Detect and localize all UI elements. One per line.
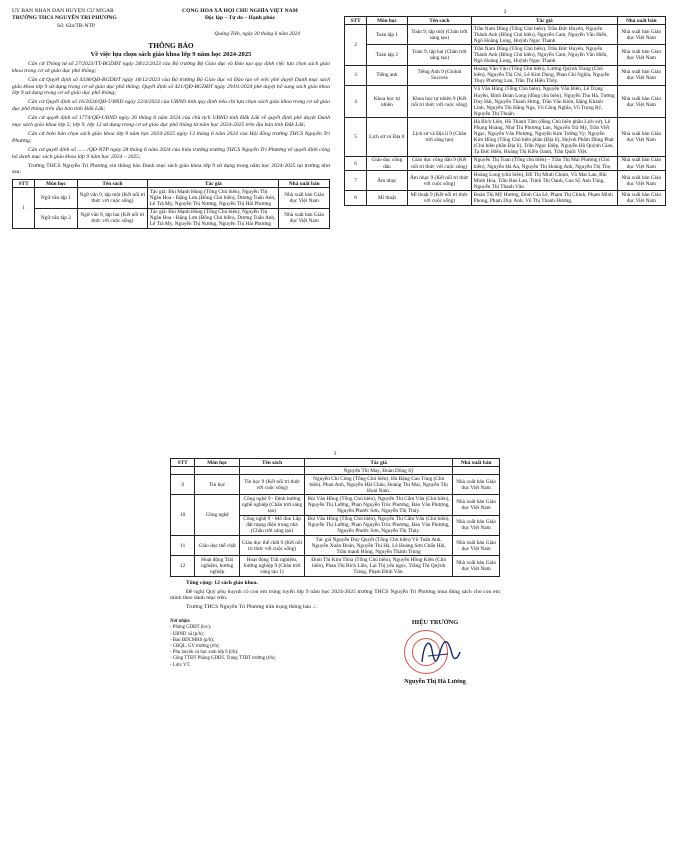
document-page-2: [344, 8, 666, 440]
legal-basis-paragraphs: [12, 61, 330, 161]
cell-stt: 3: [345, 65, 367, 85]
cell-publisher: Nhà xuất bản Giáo dục Việt Nam: [279, 208, 330, 228]
signature-mark: [414, 632, 464, 672]
cell-book: Ngữ văn 9, tập một (Kết nối tri thức với cuộc sống): [77, 188, 148, 208]
cell-publisher: Nhà xuất bản Giáo dục Việt Nam: [617, 65, 665, 85]
cell-publisher: Nhà xuất bản Giáo dục Việt Nam: [617, 191, 665, 205]
document-date: Quảng Tiến, ngày 30 tháng 6 năm 2024: [214, 30, 300, 37]
table-row: [345, 25, 666, 45]
cell-book: Lịch sử và Địa lí 9 (Chân trời sáng tạo): [407, 118, 472, 157]
cell-subject: Toán tập 1: [367, 25, 407, 45]
header-stt: STT: [13, 180, 35, 188]
cell-publisher: Nhà xuất bản Giáo dục Việt Nam: [453, 536, 500, 556]
cell-authors: Nguyễn Thị Toan (Tổng chủ biên) – Trần Thị Mai Phương (Chủ biên), Nguyễn Hà An, Nguyễn Thị Hoàng Anh, Nguyễn Thị Thọ: [472, 156, 617, 170]
table-row: [345, 191, 666, 205]
table-row: [171, 556, 500, 576]
recipient-item: - CBQL, GV trường (t/h);: [170, 644, 220, 650]
issuer-line2: TRƯỜNG THCS NGUYỄN TRI PHƯƠNG: [12, 14, 117, 21]
table-header-row: [13, 180, 330, 188]
document-footer: [170, 619, 500, 685]
document-header: [12, 8, 330, 30]
signature-block: [370, 619, 500, 685]
table-row: [171, 495, 500, 515]
cell-publisher: Nhà xuất bản Giáo dục Việt Nam: [617, 45, 665, 65]
table-row: [13, 188, 330, 208]
legal-basis-paragraph: Căn cứ biên bản chọn sách giáo khoa lớp 9 năm học 2024-2025 ngày 13 tháng 6 năm 2024 của Hội đồng trường THCS Nguyễn Tri Phương;: [12, 130, 330, 144]
cell-book: Âm nhạc 9 (Kết nối tri thức với cuộc sống): [407, 171, 472, 191]
official-seal: [400, 630, 470, 674]
cell-subject: Giáo dục công dân: [367, 156, 407, 170]
cell-subject: Công nghệ: [195, 495, 240, 536]
header-authors: Tác giả: [305, 459, 453, 467]
cell-book: Giáo dục thể chất 9 (Kết nối tri thức với cuộc sống): [240, 536, 305, 556]
closing-paragraph-1: Đề nghị Quý phụ huynh có con em trúng tuyển lớp 9 năm học 2024-2025 trường THCS Nguyễn Tri Phương mua đúng sách cho con em mình theo danh mục trên.: [170, 588, 500, 602]
cell-subject: Ngữ văn tập 1: [35, 188, 77, 208]
cell-stt: 12: [171, 556, 195, 576]
header-authors: Tác giả: [472, 17, 617, 25]
cell-authors: Bùi Văn Hồng (Tổng Chủ biên), Nguyễn Thị Cẩm Vân (Chủ biên), Nguyễn Thị Lưỡng, Phan Nguyễn Trúc Phương, Đào Văn Phượng, Nguyễn Phước Sơn, Nguyễn Thị Thủy.: [305, 515, 453, 535]
cell-subject: Mĩ thuật: [367, 191, 407, 205]
recipient-item: - Ban ĐDCMHS (p/h);: [170, 637, 215, 643]
book-table-page2: [344, 16, 666, 206]
cell-authors: Trần Nam Dũng (Tổng Chủ biên), Trần Đức Huyên, Nguyễn Thành Anh (Đồng Chủ biên), Nguyễn Cam, Nguyễn Văn Hiển, Ngô Hoàng Long, Huỳnh Ngọc Thanh: [472, 45, 617, 65]
cell-authors: Đinh Thị Kim Thoa (Tổng Chủ biên), Nguyễn Hồng Kiên (Chủ biên), Phan Thị Bích Liên, Lại Thị yến ngọc, Trắng Thị Quỳnh Trang, Phạm Đình Văn.: [305, 556, 453, 576]
cell-publisher: Nhà xuất bản Giáo dục Việt Nam: [453, 515, 500, 535]
table-row: [171, 475, 500, 495]
cell-subject: Toán tập 2: [367, 45, 407, 65]
recipient-item: - Phụ huynh và học sinh lớp 9 (t/h);: [170, 650, 239, 656]
cell-book: Toán 9, tập một (Chân trời sáng tạo): [407, 25, 472, 45]
recipients-block: [170, 619, 340, 685]
cell-book: Toán 9, tập hai (Chân trời sáng tạo): [407, 45, 472, 65]
header-subject: Môn học: [195, 459, 240, 467]
cell-stt: 2: [345, 25, 367, 66]
cell-publisher: Nhà xuất bản Giáo dục Việt Nam: [453, 556, 500, 576]
cell-subject: Tiếng anh: [367, 65, 407, 85]
cell-authors: Nguyễn Chí Công (Tổng Chủ biên), Hà Đặng Cao Tùng (Chủ biên), Phan Anh, Nguyễn Hải Châu, Hoàng Thị Mai, Nguyễn Thị Hoài Nam.: [305, 475, 453, 495]
cell-book: Ngữ văn 9, tập hai (Kết nối tri thức với cuộc sống): [77, 208, 148, 228]
national-title: CỘNG HÒA XÃ HỘI CHỦ NGHĨA VIỆT NAM: [182, 8, 298, 14]
book-table-page3: [170, 458, 500, 577]
cell-subject: Ngữ văn tập 2: [35, 208, 77, 228]
cell-stt: 4: [345, 85, 367, 117]
recipient-item: - Lưu: VT.: [170, 662, 191, 668]
intro-paragraph: Trường THCS Nguyễn Tri Phương xin thông báo Danh mục sách giáo khoa lớp 9 sử dụng trong năm học 2024-2025 tại trường như sau:: [12, 162, 330, 176]
closing-paragraph-2: Trường THCS Nguyễn Tri Phương trân trọng thông báo ./.: [186, 604, 317, 611]
document-title: THÔNG BÁO: [148, 40, 194, 50]
table-row: [345, 118, 666, 157]
header-subject: Môn học: [367, 17, 407, 25]
table-header-row: [345, 17, 666, 25]
table-row: [345, 65, 666, 85]
document-number: Số: 62a/TB-NTP: [56, 23, 96, 30]
table-row: [345, 171, 666, 191]
cell-subject: Tin học: [195, 475, 240, 495]
table-header-row: [171, 459, 500, 467]
cell-authors: Hà Bích Liên, Hồ Thanh Tâm (đồng Chủ biên phần Lịch sử), Lê Phụng Hoàng, Như Thị Phương Lan, Nguyễn Trà My, Trần Viết Ngạc, Nguyễn Văn Phượng, Nguyễn Kim Tường Vy; Nguyễn Kim Hồng (Tổng Chủ biên phần (Địa lí), Huỳnh Phẩm Dũng Phát (Chủ biên phần Địa lí), Trần Ngọc Điệp, Nguyễn Hà Quỳnh Giao, Tạ Đức Hiếu, Hoàng Thị Kiều Oanh, Trần Quốc Việt.: [472, 118, 617, 157]
total-count: Tổng cộng: 12 sách giáo khoa.: [186, 579, 258, 586]
cell-book: Công nghệ 9 - Mô đun Lắp đặt mạng điện trong nhà (Chân trời sáng tạo): [240, 515, 305, 535]
cell-stt: 6: [345, 156, 367, 170]
cell-stt: [171, 467, 195, 475]
cell-publisher: Nhà xuất bản Giáo dục Việt Nam: [279, 188, 330, 208]
cell-publisher: Nhà xuất bản Giáo dục Việt Nam: [453, 475, 500, 495]
cell-subject: Giáo dục thể chất: [195, 536, 240, 556]
cell-book: Giáo dục công dân 9 (Kết nối tri thức với cuộc sống): [407, 156, 472, 170]
cell-authors: Vũ Văn Hùng (Tổng Chủ biên), Nguyễn Văn Biên, Lê Trọng Huyền, Đinh Đoàn Long (đồng chủ biên), Nguyễn Thu Hà, Tưởng Duy Hải, Nguyễn Thanh Hưng, Trần Văn Kiên, Đặng Khánh Linh, Nguyễn Thị Hằng Nga, Vũ Công Nghĩa, Vũ Trọng Rỹ, Nguyễn Thị Thuận.: [472, 85, 617, 117]
table-row: [171, 467, 500, 475]
cell-book: Mĩ thuật 9 (Kết nối tri thức với cuộc sống): [407, 191, 472, 205]
cell-publisher: Nhà xuất bản Giáo dục Việt Nam: [617, 118, 665, 157]
legal-basis-paragraph: Căn cứ quyết định số ......./QĐ-NTP ngày 28 tháng 6 năm 2024 của hiệu trưởng trường THCS Nguyễn Tri Phương về quyết định công bố danh mục sách giáo khoa lớp 9 năm học 2024 – 2025;: [12, 146, 330, 160]
header-publisher: Nhà xuất bản: [453, 459, 500, 467]
cell-subject: [195, 467, 240, 475]
cell-stt: 7: [345, 171, 367, 191]
cell-book: Công nghệ 9 - Định hướng nghề nghiệp (Chân trời sáng tạo): [240, 495, 305, 515]
cell-authors: Trần Nam Dũng (Tổng Chủ biên), Trần Đức Huyên, Nguyễn Thành Anh (Đồng Chủ biên), Nguyễn Cam, Nguyễn Văn Hiển, Ngô Hoàng Long, Huỳnh Ngọc Thanh: [472, 25, 617, 45]
cell-book: Tiếng Anh 9 (Global Success: [407, 65, 472, 85]
cell-book: Khoa học tự nhiên 9 (Kết nối tri thức với cuộc sống): [407, 85, 472, 117]
cell-subject: Hoạt động Trải nghiệm, hướng nghiệp: [195, 556, 240, 576]
cell-stt: 8: [345, 191, 367, 205]
cell-subject: Âm nhạc: [367, 171, 407, 191]
cell-publisher: Nhà xuất bản Giáo dục Việt Nam: [617, 85, 665, 117]
cell-publisher: Nhà xuất bản Giáo dục Việt Nam: [453, 495, 500, 515]
cell-publisher: Nhà xuất bản Giáo dục Việt Nam: [617, 171, 665, 191]
header-subject: Môn học: [35, 180, 77, 188]
recipient-item: - Phòng GDĐT (b/c);: [170, 625, 212, 631]
cell-stt: 5: [345, 118, 367, 157]
cell-book: Tin học 9 (Kết nối tri thức với cuộc sống): [240, 475, 305, 495]
cell-authors: Tác giả: Bùi Mạnh Hùng (Tổng Chủ biên), Nguyễn Thị Ngân Hoa - Đặng Lưu (Đồng Chủ biên), Dương Tuấn Anh, Lê Trà My, Nguyễn Thị Nương, Nguyễn Thị Hải Phương: [148, 188, 279, 208]
table-row: [345, 156, 666, 170]
table-row: [345, 45, 666, 65]
header-book: Tên sách: [77, 180, 148, 188]
cell-publisher: Nhà xuất bản Giáo dục Việt Nam: [617, 156, 665, 170]
table-row: [345, 85, 666, 117]
recipient-item: - Cổng TTĐT Phòng GDĐT, Trang TTĐT trường (t/h);: [170, 656, 276, 662]
legal-basis-paragraph: Căn cứ Quyết định số 16/2024/QĐ-UBND ngày 22/4/2024 của UBND tỉnh quy định tiêu chí lựa chọn sách giáo khoa trong cơ sở giáo dục phổ thông trên địa bàn tỉnh Đắk Lắk;: [12, 99, 330, 113]
legal-basis-paragraph: Căn cứ quyết định số 1774/QĐ-UBND ngày 26 tháng 6 năm 2024 của chủ tịch UBND tỉnh Đắk Lắk về quyết định phê duyệt Danh mục sách giáo khoa lớp 5; lớp 9, lớp 12 sử dụng trong cơ sở giáo dục phổ thông từ năm học 2024-2025 trên địa bàn tỉnh Đắk Lắk;: [12, 115, 330, 129]
cell-authors: Hoàng Long (chủ biên), Đỗ Thị Minh Chính, Vũ Mai Lan, Bùi Minh Hoa, Trần Bảo Lan, Trịnh Thị Oanh, Cao Sỹ Anh Tùng, Nguyễn Thị Thanh Vân: [472, 171, 617, 191]
signer-title: HIỆU TRƯỞNG: [411, 619, 459, 627]
header-stt: STT: [345, 17, 367, 25]
book-table-page1: [12, 179, 330, 229]
header-publisher: Nhà xuất bản: [279, 180, 330, 188]
document-page-3: [170, 450, 500, 856]
cell-stt: 10: [171, 495, 195, 536]
cell-authors: Bùi Văn Hồng (Tổng Chủ biên), Nguyễn Thị Cẩm Vân (Chủ biên), Nguyễn Thị Lưỡng, Phan Nguyễn Trúc Phương, Đào Văn Phượng, Nguyễn Phước Sơn, Nguyễn Thị Thúy.: [305, 495, 453, 515]
header-publisher: Nhà xuất bản: [617, 17, 665, 25]
cell-authors: Hoàng Văn Vân (Tổng Chủ biên), Lương Quỳnh Trang (Chủ biên), Nguyễn Thị Chi, Lê Kim Dung, Phan Chí Nghĩa, Nguyễn Thụy Phương Lan, Trần Thị Hiếu Thủy.: [472, 65, 617, 85]
cell-subject: Lịch sử và Địa lí: [367, 118, 407, 157]
cell-subject: Khoa học tự nhiên: [367, 85, 407, 117]
cell-authors: Tác giả Nguyễn Duy Quyết (Tổng Chủ biên) Vũ Tuấn Anh, Nguyễn Xuân Đoàn, Nguyễn Thị Hà, Lê Hoàng Sơn Chấn Hải, Trần mạnh Hùng, Nguyễn Thành Trung: [305, 536, 453, 556]
recipient-item: - UBND xã (p/h);: [170, 631, 204, 637]
signer-name: Nguyễn Thị Hà Lương: [404, 678, 466, 686]
document-page-1: [12, 8, 330, 440]
cell-stt: 11: [171, 536, 195, 556]
cell-publisher: Nhà xuất bản Giáo dục Việt Nam: [617, 25, 665, 45]
cell-stt: 1: [13, 188, 35, 229]
cell-book: Hoạt động Trải nghiệm, hướng nghiệp 9 (Chân trời sáng tạo 1): [240, 556, 305, 576]
issuer-line1: ỦY BAN NHÂN DÂN HUYỆN CƯ M'GAR: [12, 8, 114, 14]
table-row: [171, 536, 500, 556]
page-number: 3: [333, 451, 337, 457]
document-subtitle: Về việc lựa chọn sách giáo khoa lớp 9 năm học 2024-2025: [90, 50, 252, 58]
table-row: [13, 208, 330, 228]
recipients-title: Nơi nhận:: [170, 619, 191, 625]
header-authors: Tác giả: [148, 180, 279, 188]
legal-basis-paragraph: Căn cứ Thông tư số 27/2023/TT-BGDĐT ngày 28/12/2023 của Bộ trưởng Bộ Giáo dục và Đào tạo quy định việc lựa chọn sách giáo khoa trong cơ sở giáo dục phổ thông;: [12, 60, 330, 74]
page-number: 2: [503, 9, 507, 15]
header-book: Tên sách: [240, 459, 305, 467]
national-motto: Độc lập – Tự do – Hạnh phúc: [204, 14, 276, 21]
cell-authors: Đoàn Thị Mỹ Hương, Đinh Gia Lê, Phạm Thị Chỉnh, Phạm Minh Phong, Phạm Duy Anh, Vũ Thị Thanh Hương,: [472, 191, 617, 205]
cell-book: [240, 467, 305, 475]
cell-authors: Tác giả: Bùi Mạnh Hùng (Tổng Chủ biên), Nguyễn Thị Ngân Hoa - Đặng Lưu (Đồng Chủ biên), Dương Tuấn Anh, Lê Trà My, Nguyễn Thị Nương, Nguyễn Thị Hải Phương: [148, 208, 279, 228]
legal-basis-paragraph: Căn cứ Quyết định số 4338/QĐ-BGDĐT ngày 18/12/2023 của Bộ trưởng Bộ Giáo dục và Đào tạo về việc phê duyệt Danh mục sách giáo khoa lớp 9 sử dụng trong cơ sở giáo dục phổ thông; Quyết định số 421/QĐ-BGDĐT ngày 29/01/2024 phê duyệt bổ sung sách giáo khoa lớp 9 sử dụng trong cơ sở giáo dục phổ thông;: [12, 76, 330, 97]
cell-stt: 9: [171, 475, 195, 495]
cell-publisher: [453, 467, 500, 475]
header-stt: STT: [171, 459, 195, 467]
cell-authors: Nguyễn Thị May, Đoàn Dũng Sỹ: [305, 467, 453, 475]
header-book: Tên sách: [407, 17, 472, 25]
